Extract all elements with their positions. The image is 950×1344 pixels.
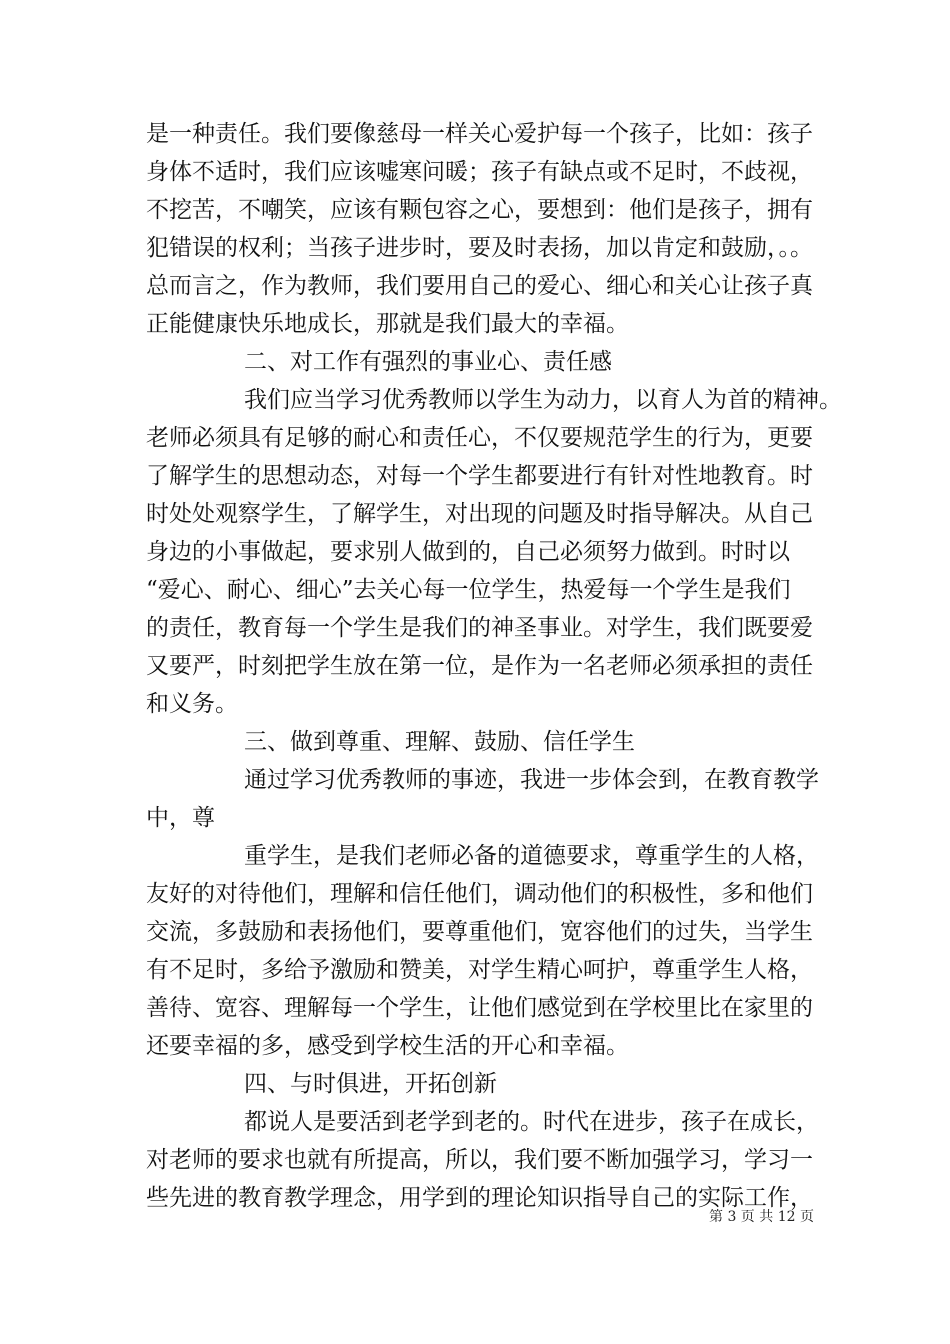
body-line: 身体不适时，我们应该嘘寒问暖；孩子有缺点或不足时，不歧视， [146,159,813,185]
body-line: 老师必须具有足够的耐心和责任心，不仅要规范学生的行为，更要 [146,425,813,451]
body-line: 对老师的要求也就有所提高，所以，我们要不断加强学习，学习一 [146,1147,813,1173]
body-line: 是一种责任。我们要像慈母一样关心爱护每一个孩子，比如：孩子 [146,121,813,147]
body-line: 总而言之，作为教师，我们要用自己的爱心、细心和关心让孩子真 [146,273,813,299]
body-line: 重学生，是我们老师必备的道德要求，尊重学生的人格， [244,843,819,869]
body-line: 正能健康快乐地成长，那就是我们最大的幸福。 [146,311,629,337]
body-line: 交流，多鼓励和表扬他们，要尊重他们，宽容他们的过失，当学生 [146,919,813,945]
body-line: 友好的对待他们，理解和信任他们，调动他们的积极性，多和他们 [146,881,813,907]
body-line: 中，尊 [146,805,215,831]
body-line: 的责任，教育每一个学生是我们的神圣事业。对学生，我们既要爱 [146,615,813,641]
body-line: 些先进的教育教学理念，用学到的理论知识指导自己的实际工作， [146,1185,813,1211]
body-line: 又要严，时刻把学生放在第一位，是作为一名老师必须承担的责任 [146,653,813,679]
body-line: 身边的小事做起，要求别人做到的，自己必须努力做到。时时以 [146,539,790,565]
body-line: 善待、宽容、理解每一个学生，让他们感觉到在学校里比在家里的 [146,995,813,1021]
body-line: 时处处观察学生，了解学生，对出现的问题及时指导解决。从自己 [146,501,813,527]
body-line: 和义务。 [146,691,238,717]
body-line: 通过学习优秀教师的事迹，我进一步体会到，在教育教学 [244,767,819,793]
body-line: 了解学生的思想动态，对每一个学生都要进行有针对性地教育。时 [146,463,813,489]
body-line: 我们应当学习优秀教师以学生为动力，以育人为首的精神。 [244,387,842,413]
body-line: 都说人是要活到老学到老的。时代在进步，孩子在成长， [244,1109,819,1135]
body-line: 还要幸福的多，感受到学校生活的开心和幸福。 [146,1033,629,1059]
body-line: 犯错误的权利；当孩子进步时，要及时表扬，加以肯定和鼓励，。。 [146,235,813,261]
section-heading: 三、做到尊重、理解、鼓励、信任学生 [244,729,635,755]
section-heading: 四、与时俱进，开拓创新 [244,1071,497,1097]
body-line: “爱心、耐心、细心”去关心每一位学生，热爱每一个学生是我们 [146,577,791,603]
page-number-footer: 第 3 页 共 12 页 [709,1209,814,1225]
body-line: 有不足时，多给予激励和赞美，对学生精心呵护，尊重学生人格， [146,957,813,983]
body-line: 不挖苦，不嘲笑，应该有颗包容之心，要想到：他们是孩子，拥有 [146,197,813,223]
section-heading: 二、对工作有强烈的事业心、责任感 [244,349,612,375]
